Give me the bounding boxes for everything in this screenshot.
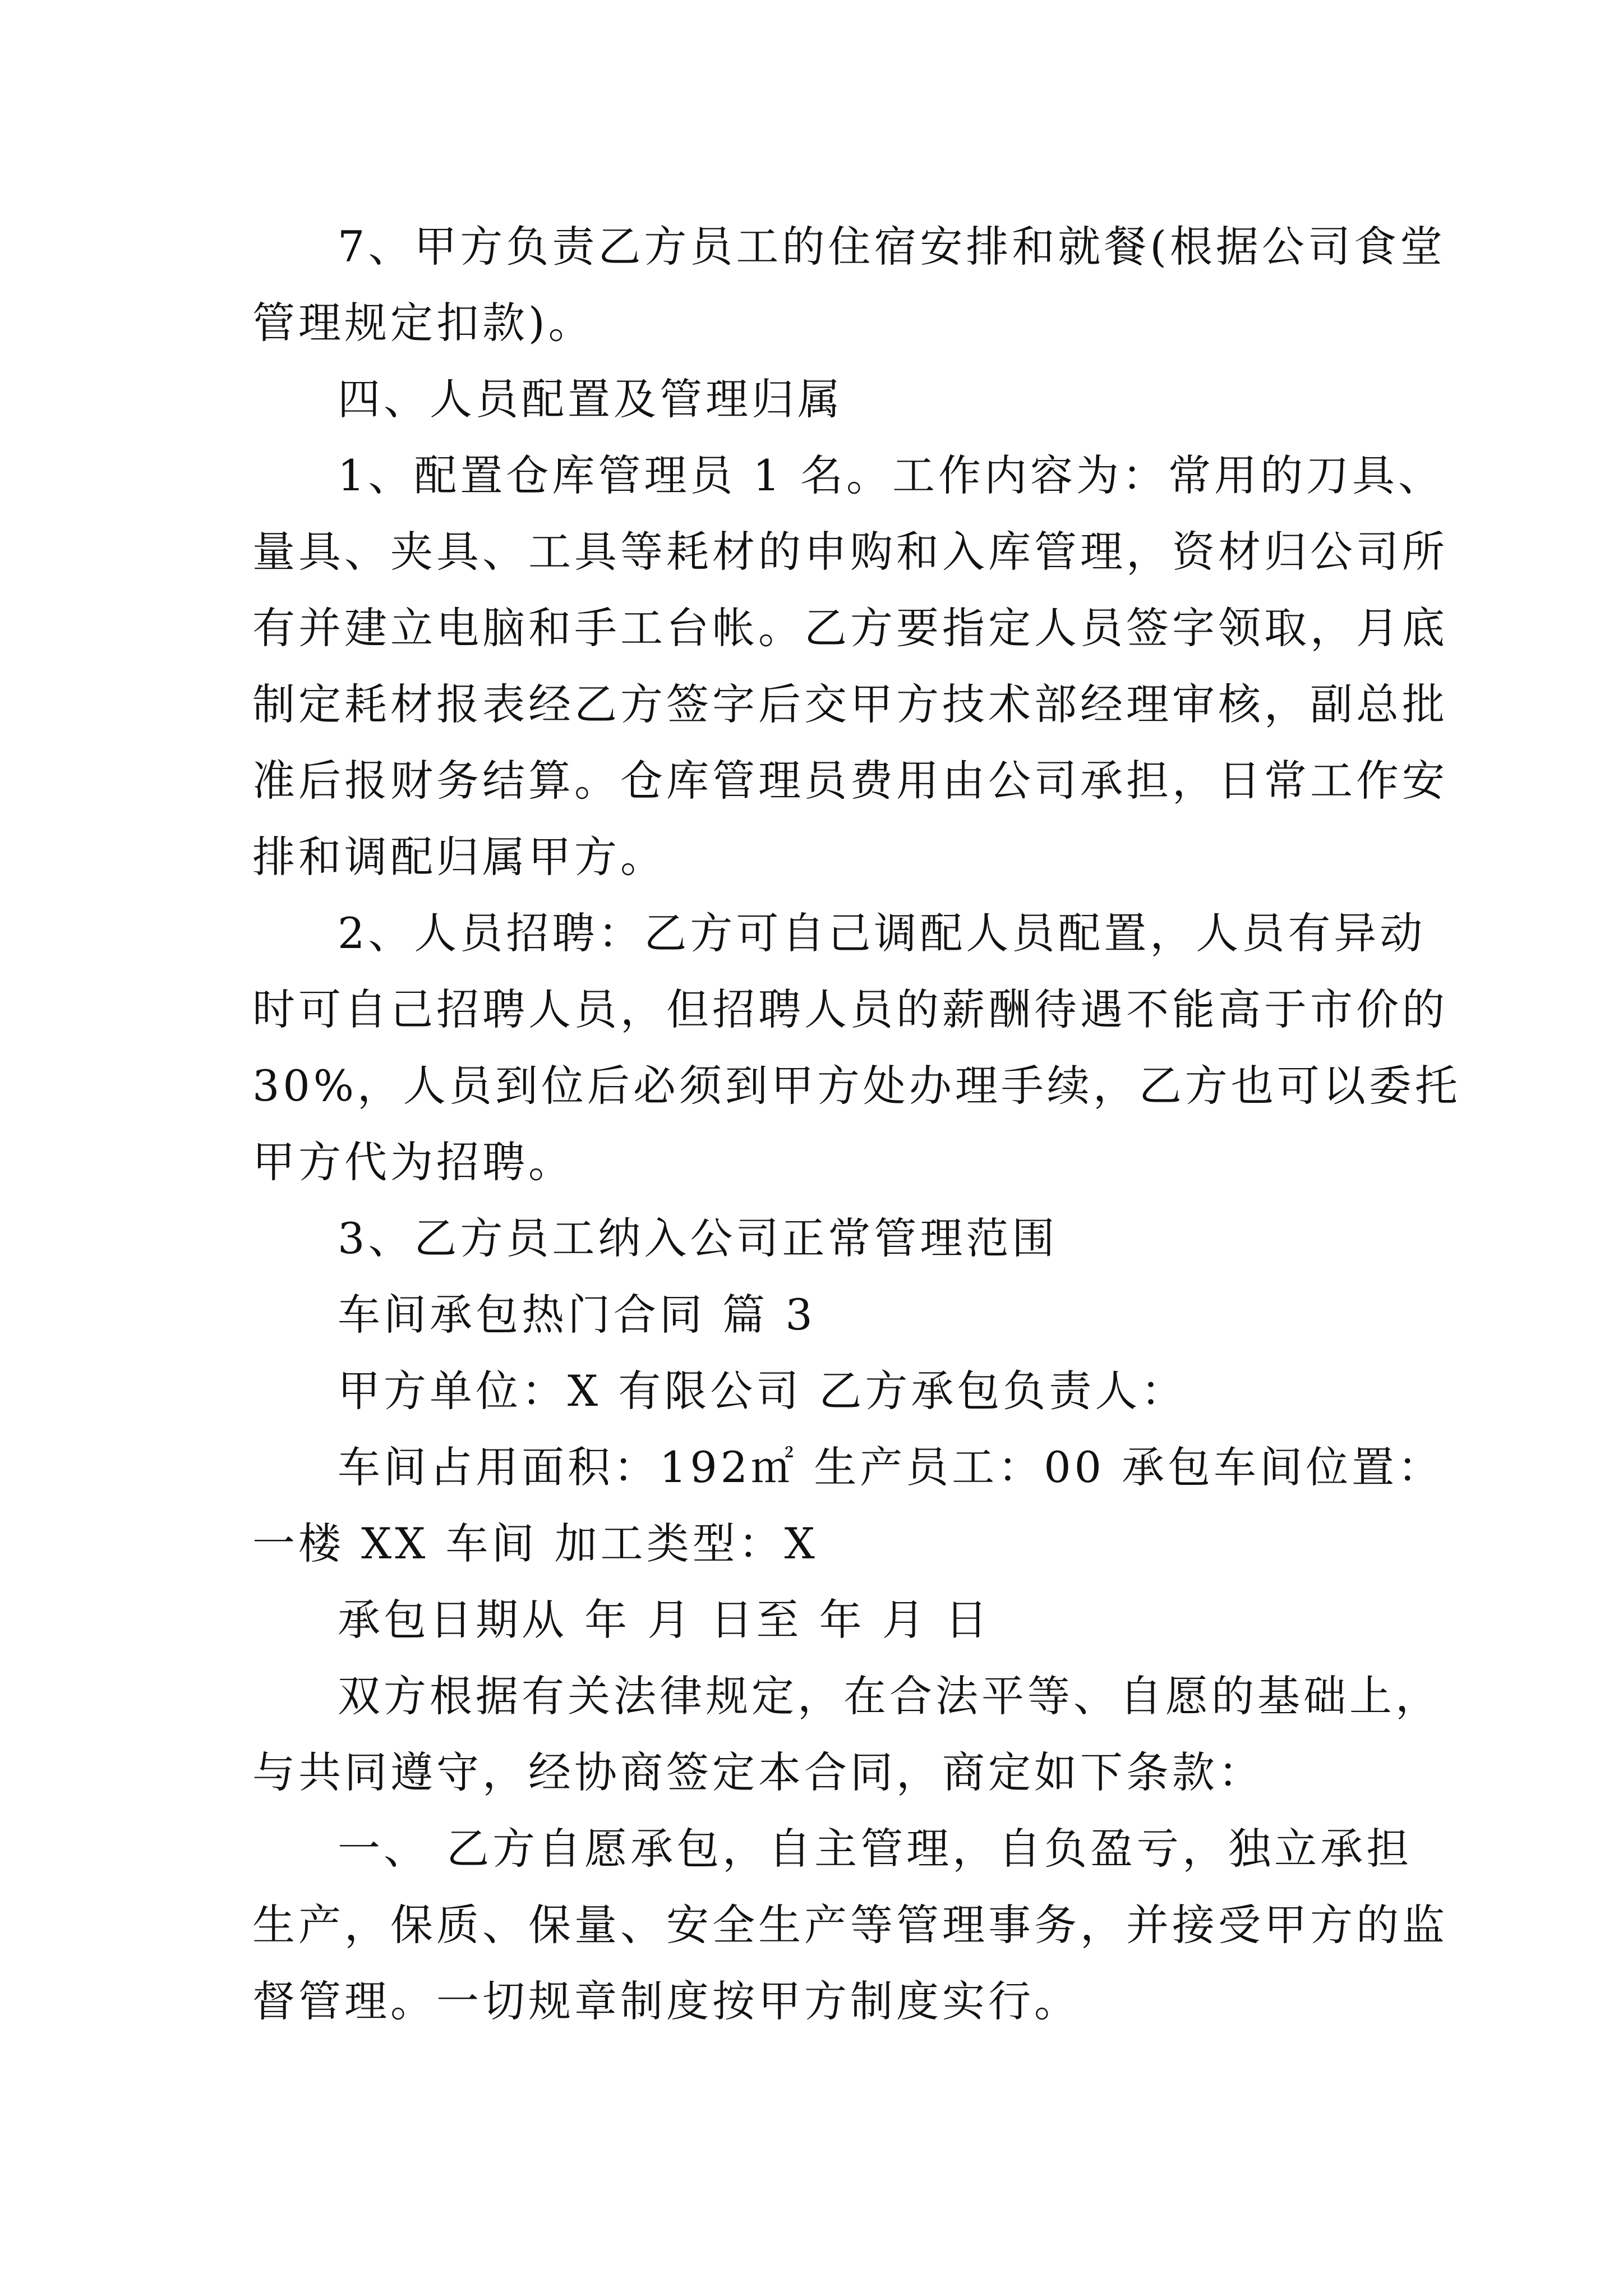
text-line: 2、人员招聘：乙方可自己调配人员配置，人员有异动 <box>338 908 1426 958</box>
text-line: 四、人员配置及管理归属 <box>338 374 843 424</box>
contract-title <box>252 1277 1385 1353</box>
section-heading-staffing <box>252 361 1385 438</box>
text-line: 车间占用面积：192㎡ 生产员工：00 承包车间位置： <box>338 1442 1444 1492</box>
document-body <box>252 209 1461 2040</box>
text-line: 一楼 XX 车间 加工类型：X <box>252 1519 818 1568</box>
text-line: 与共同遵守，经协商签定本合同，商定如下条款： <box>252 1747 1264 1797</box>
paragraph-workshop-info <box>252 1429 1444 1582</box>
paragraph-preamble <box>252 1658 1441 1811</box>
paragraph-recruitment <box>252 895 1461 1200</box>
text-line: 7、甲方负责乙方员工的住宿安排和就餐(根据公司食堂 <box>338 222 1446 272</box>
text-line: 承包日期从 年 月 日至 年 月 日 <box>338 1595 991 1645</box>
text-line: 甲方单位：X 有限公司 乙方承包负责人： <box>338 1366 1187 1416</box>
text-line: 时可自己招聘人员，但招聘人员的薪酬待遇不能高于市价的 <box>252 984 1448 1034</box>
text-line: 生产，保质、保量、安全生产等管理事务，并接受甲方的监 <box>252 1900 1448 1950</box>
paragraph-contract-period <box>252 1582 1385 1658</box>
text-line: 3、乙方员工纳入公司正常管理范围 <box>338 1213 1058 1263</box>
text-line: 制定耗材报表经乙方签字后交甲方技术部经理审核，副总批 <box>252 679 1448 729</box>
text-line: 甲方代为招聘。 <box>252 1137 574 1187</box>
text-line: 一、 乙方自愿承包，自主管理，自负盈亏，独立承担 <box>338 1824 1413 1874</box>
paragraph-parties <box>252 1353 1385 1429</box>
paragraph-warehouse-manager <box>252 438 1448 895</box>
paragraph-dormitory-meals <box>252 209 1446 361</box>
text-line: 车间承包热门合同 篇 3 <box>338 1290 816 1340</box>
paragraph-staff-management <box>252 1200 1385 1277</box>
text-line: 30%，人员到位后必须到甲方处办理手续，乙方也可以委托 <box>252 1061 1461 1111</box>
text-line: 准后报财务结算。仓库管理员费用由公司承担，日常工作安 <box>252 756 1448 806</box>
text-line: 排和调配归属甲方。 <box>252 832 666 882</box>
text-line: 双方根据有关法律规定，在合法平等、自愿的基础上， <box>338 1671 1441 1721</box>
text-line: 管理规定扣款)。 <box>252 298 594 348</box>
text-line: 督管理。一切规章制度按甲方制度实行。 <box>252 1976 1080 2026</box>
paragraph-clause-one <box>252 1811 1448 2040</box>
text-line: 量具、夹具、工具等耗材的申购和入库管理，资材归公司所 <box>252 527 1448 577</box>
text-line: 1、配置仓库管理员 1 名。工作内容为：常用的刀具、 <box>338 450 1445 500</box>
text-line: 有并建立电脑和手工台帐。乙方要指定人员签字领取，月底 <box>252 603 1448 653</box>
